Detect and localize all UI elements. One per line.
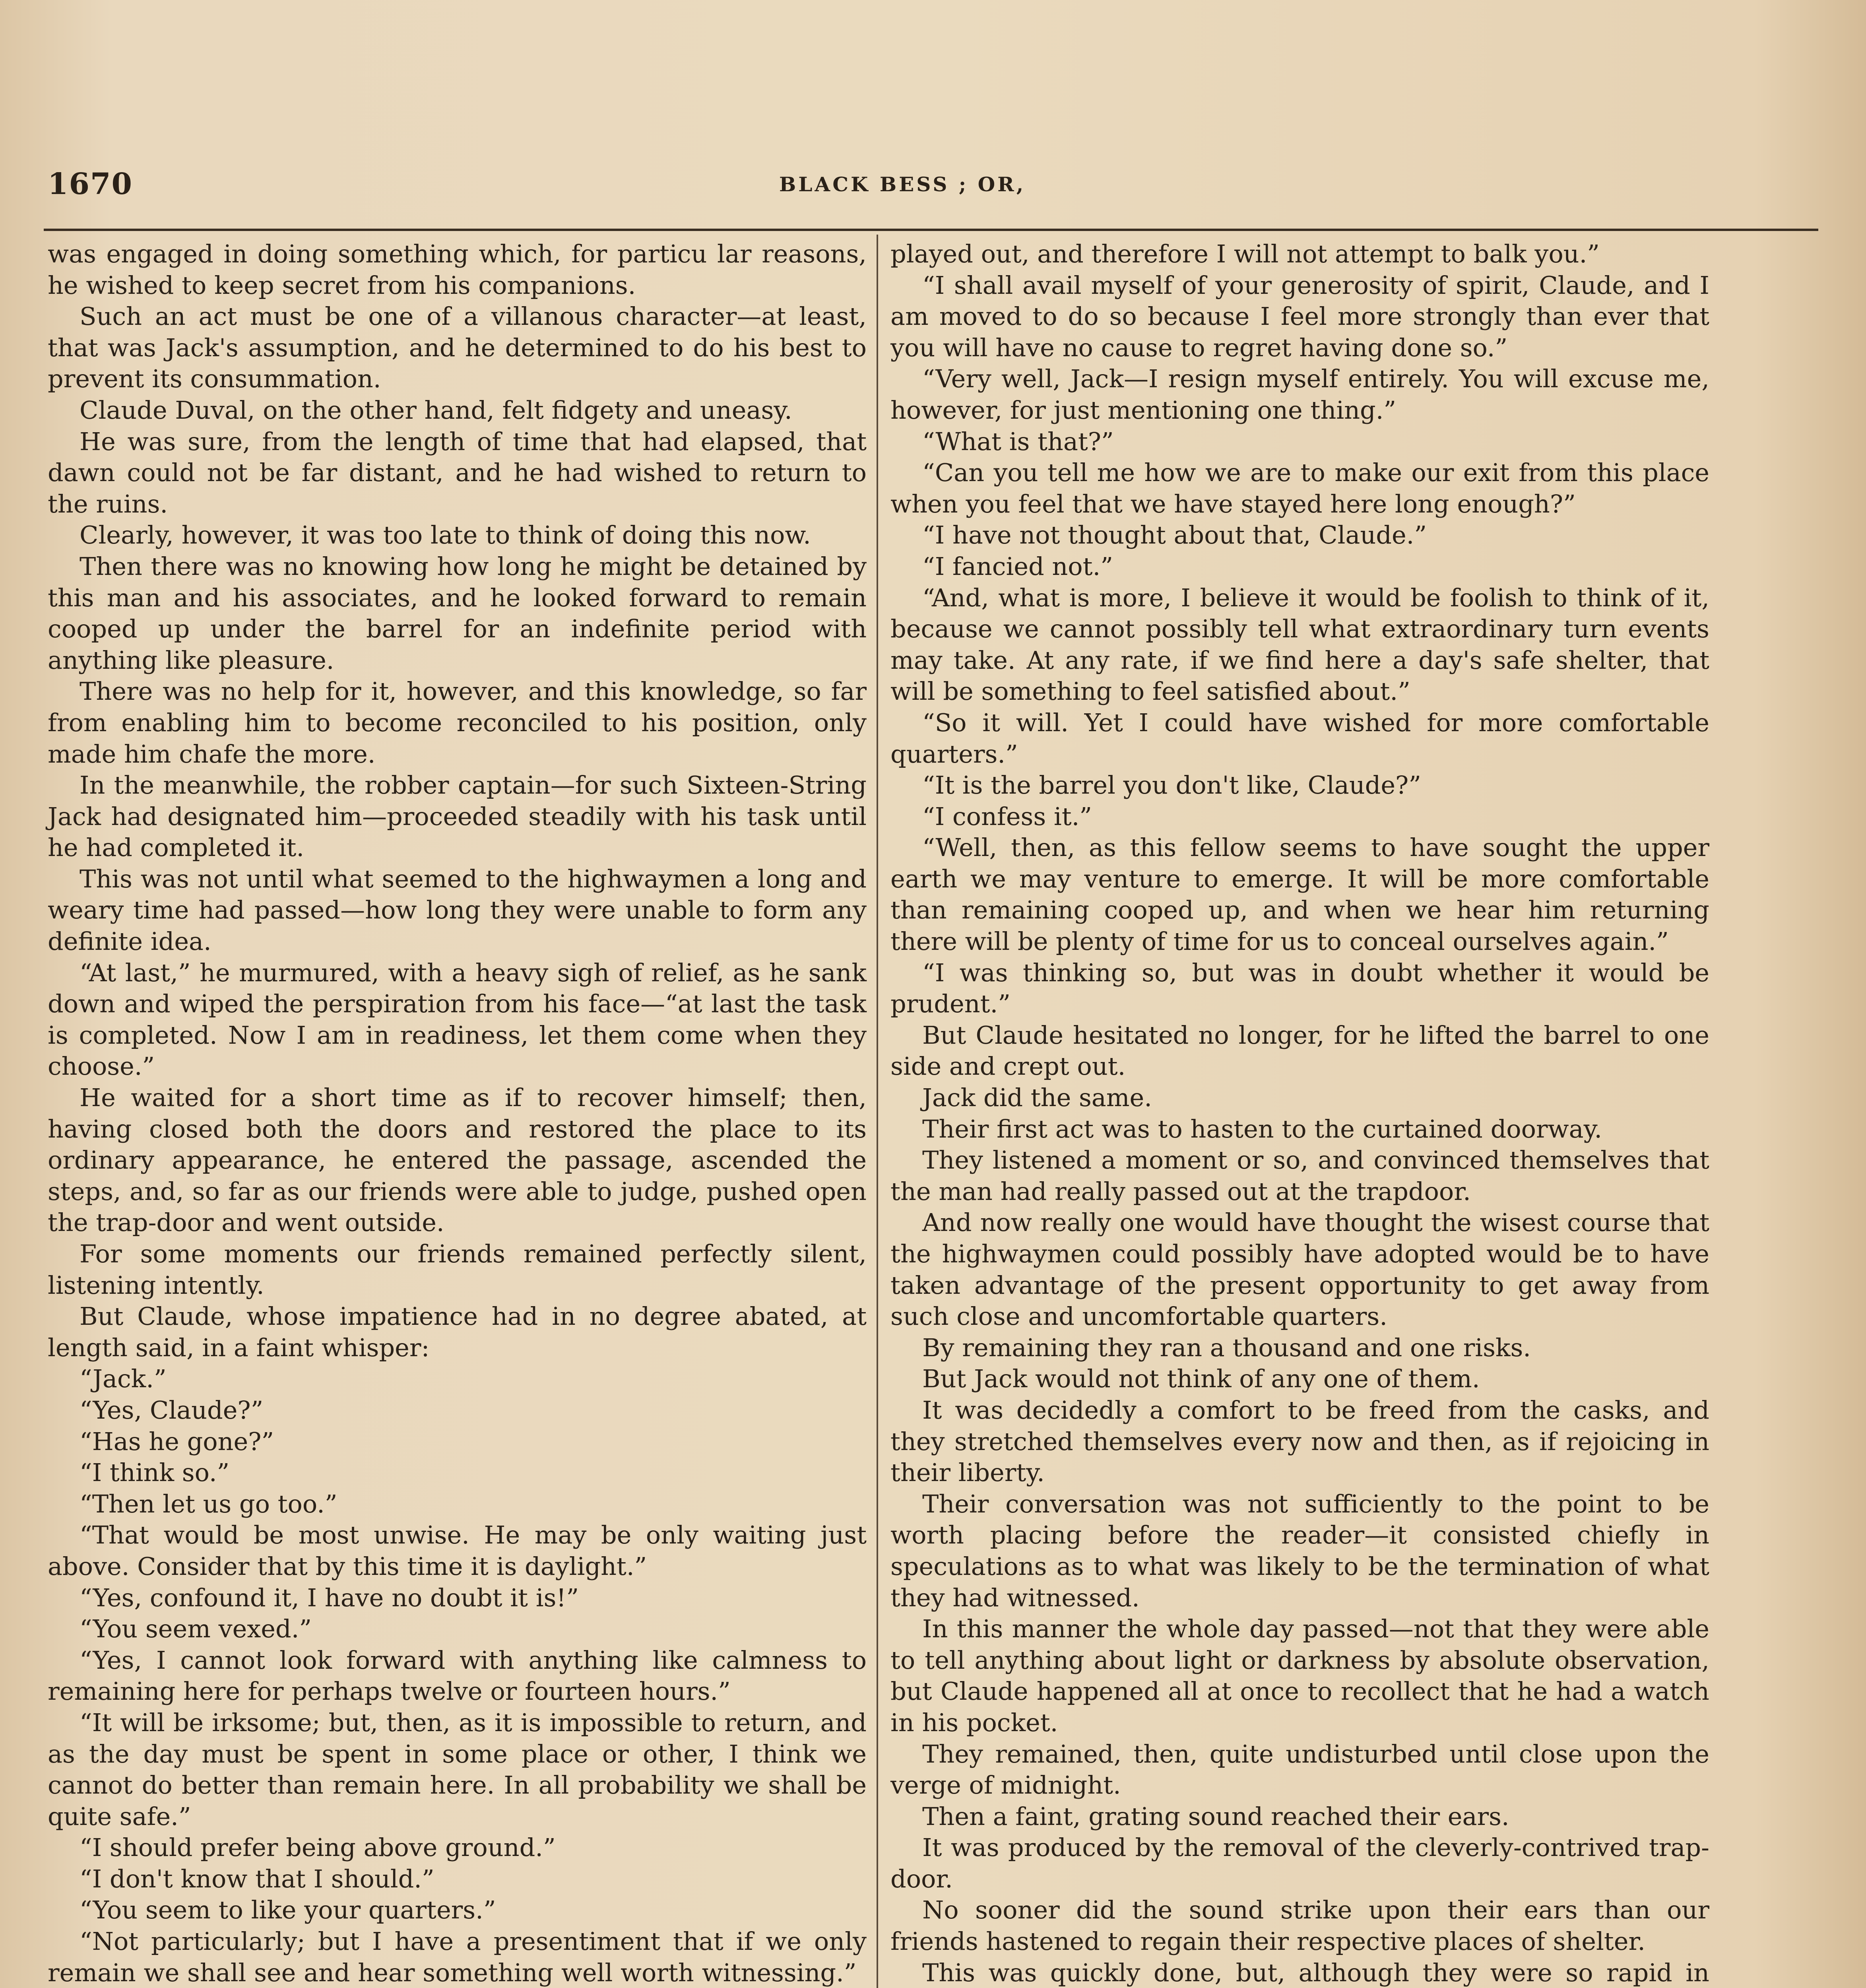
paragraph: Their first act was to hasten to the curtained doorway. [922, 1114, 1602, 1143]
header-rule [44, 229, 1818, 231]
paragraph: It was produced by the removal of the cleverly-contrived trap-door. [890, 1833, 1709, 1893]
left-column [48, 239, 867, 1988]
running-title: BLACK BESS ; OR, [779, 173, 1026, 196]
paragraph: He waited for a short time as if to recover himself; then, having closed both the doors and restored the place to its ordinary appearance, he entered the passage, ascended the steps, and, so far as our friends were able to judge, pushed open the trap-door and went outside. [48, 1083, 867, 1237]
paragraph: “What is that?” [922, 427, 1114, 456]
paragraph: “I think so.” [80, 1458, 230, 1487]
paragraph: Their conversation was not sufficiently to the point to be worth placing before the reader—it consisted chiefly in speculations as to what was likely to be the termination of what they had witnessed. [890, 1489, 1709, 1612]
paragraph: “I fancied not.” [922, 551, 1113, 581]
paragraph: “At last,” he murmured, with a heavy sigh of relief, as he sank down and wiped the perspiration from his face—“at last the task is completed. Now I am in readiness, let them come when they choose.” [48, 958, 867, 1081]
paragraph: “Then let us go too.” [80, 1489, 338, 1518]
paragraph: Then there was no knowing how long he might be detained by this man and his associates, and he looked forward to remain cooped up under the barrel for an indefinite period with anything like pleasure. [48, 551, 867, 675]
paragraph: “Well, then, as this fellow seems to have sought the upper earth we may venture to emerge. It will be more comfortable than remaining cooped up, and when we hear him returning there will be plenty of time for us to conceal ourselves again.” [890, 833, 1709, 956]
paragraph: “It will be irksome; but, then, as it is impossible to return, and as the day must be spent in some place or other, I think we cannot do better than remain here. In all probability we shall be quite safe.” [48, 1708, 867, 1831]
paragraph: Then a faint, grating sound reached their ears. [922, 1802, 1509, 1831]
paragraph: “I have not thought about that, Claude.” [922, 520, 1427, 550]
paragraph: They listened a moment or so, and convinced themselves that the man had really passed out at the trapdoor. [890, 1145, 1709, 1206]
paragraph: “Can you tell me how we are to make our exit from this place when you feel that we have stayed here long enough?” [890, 458, 1709, 518]
paragraph: “I confess it.” [922, 802, 1092, 831]
paragraph: Such an act must be one of a villanous character—at least, that was Jack's assumption, and he determined to do his best to prevent its consummation. [48, 302, 867, 394]
page-number: 1670 [48, 167, 133, 201]
paragraph: “That would be most unwise. He may be only waiting just above. Consider that by this time it is daylight.” [48, 1520, 867, 1581]
paragraph: This was quickly done, but, although they were so rapid in [922, 1958, 1709, 1987]
paragraph: By remaining they ran a thousand and one risks. [922, 1333, 1531, 1362]
paragraph: “Very well, Jack—I resign myself entirely. You will excuse me, however, for just mentioning one thing.” [890, 364, 1709, 425]
paragraph: “Not particularly; but I have a presentiment that if we only remain we shall see and hear something well worth witnessing.” [48, 1927, 867, 1987]
paragraph: It was decidedly a comfort to be freed from the casks, and they stretched themselves every now and then, as if rejoicing in their liberty. [890, 1395, 1709, 1487]
paragraph: But Jack would not think of any one of them. [922, 1364, 1480, 1394]
right-column [890, 239, 1709, 1988]
paragraph: Claude Duval, on the other hand, felt fidgety and uneasy. [80, 395, 792, 425]
paragraph: “It is the barrel you don't like, Claude?” [922, 771, 1421, 800]
paragraph: In the meanwhile, the robber captain—for such Sixteen-String Jack had designated him—proceeded steadily with his task until he had completed it. [48, 771, 867, 862]
paragraph: “You seem vexed.” [80, 1614, 312, 1644]
paragraph: And now really one would have thought the wisest course that the highwaymen could possibly have adopted would be to have taken advantage of the present opportunity to get away from such close and uncomfortable quarters. [890, 1208, 1709, 1331]
paragraph: “I was thinking so, but was in doubt whether it would be prudent.” [890, 958, 1709, 1019]
paragraph: “And, what is more, I believe it would be foolish to think of it, because we cannot possibly tell what extraordinary turn events may take. At any rate, if we find here a day's safe shelter, that will be something to feel satisfied about.” [890, 583, 1709, 706]
paragraph: In this manner the whole day passed—not that they were able to tell anything about light or darkness by absolute observation, but Claude happened all at once to recollect that he had a watch in his pocket. [890, 1614, 1709, 1737]
column-divider [877, 235, 878, 1988]
paragraph: “I should prefer being above ground.” [80, 1833, 556, 1862]
paragraph: “Yes, I cannot look forward with anything like calmness to remaining here for perhaps twelve or fourteen hours.” [48, 1645, 867, 1706]
paragraph: But Claude, whose impatience had in no degree abated, at length said, in a faint whisper: [48, 1302, 867, 1362]
paragraph: For some moments our friends remained perfectly silent, listening intently. [48, 1239, 867, 1300]
paragraph: “Yes, confound it, I have no doubt it is!” [80, 1583, 579, 1612]
paragraph: Jack did the same. [922, 1083, 1152, 1112]
paragraph: Clearly, however, it was too late to think of doing this now. [80, 520, 811, 550]
page-header [44, 167, 1822, 211]
paragraph: “I don't know that I should.” [80, 1864, 434, 1893]
paragraph: But Claude hesitated no longer, for he lifted the barrel to one side and crept out. [890, 1020, 1709, 1081]
paragraph: “You seem to like your quarters.” [80, 1895, 496, 1925]
paragraph: There was no help for it, however, and this knowledge, so far from enabling him to become reconciled to his position, only made him chafe the more. [48, 677, 867, 769]
paragraph: “I shall avail myself of your generosity of spirit, Claude, and I am moved to do so because I feel more strongly than ever that you will have no cause to regret having done so.” [890, 270, 1709, 362]
paragraph: “So it will. Yet I could have wished for more comfortable quarters.” [890, 708, 1709, 769]
paragraph: “Jack.” [80, 1364, 167, 1394]
paragraph: No sooner did the sound strike upon their ears than our friends hastened to regain their respective places of shelter. [890, 1895, 1709, 1956]
paragraph: “Yes, Claude?” [80, 1395, 264, 1425]
paragraph: They remained, then, quite undisturbed until close upon the verge of midnight. [890, 1739, 1709, 1800]
paragraph: He was sure, from the length of time that had elapsed, that dawn could not be far distant, and he had wished to return to the ruins. [48, 427, 867, 518]
paragraph: played out, and therefore I will not attempt to balk you.” [890, 239, 1600, 268]
paragraph: This was not until what seemed to the highwaymen a long and weary time had passed—how long they were unable to form any definite idea. [48, 864, 867, 956]
paragraph: was engaged in doing something which, for particu lar reasons, he wished to keep secret from his companions. [48, 239, 867, 300]
paragraph: “Has he gone?” [80, 1427, 274, 1456]
